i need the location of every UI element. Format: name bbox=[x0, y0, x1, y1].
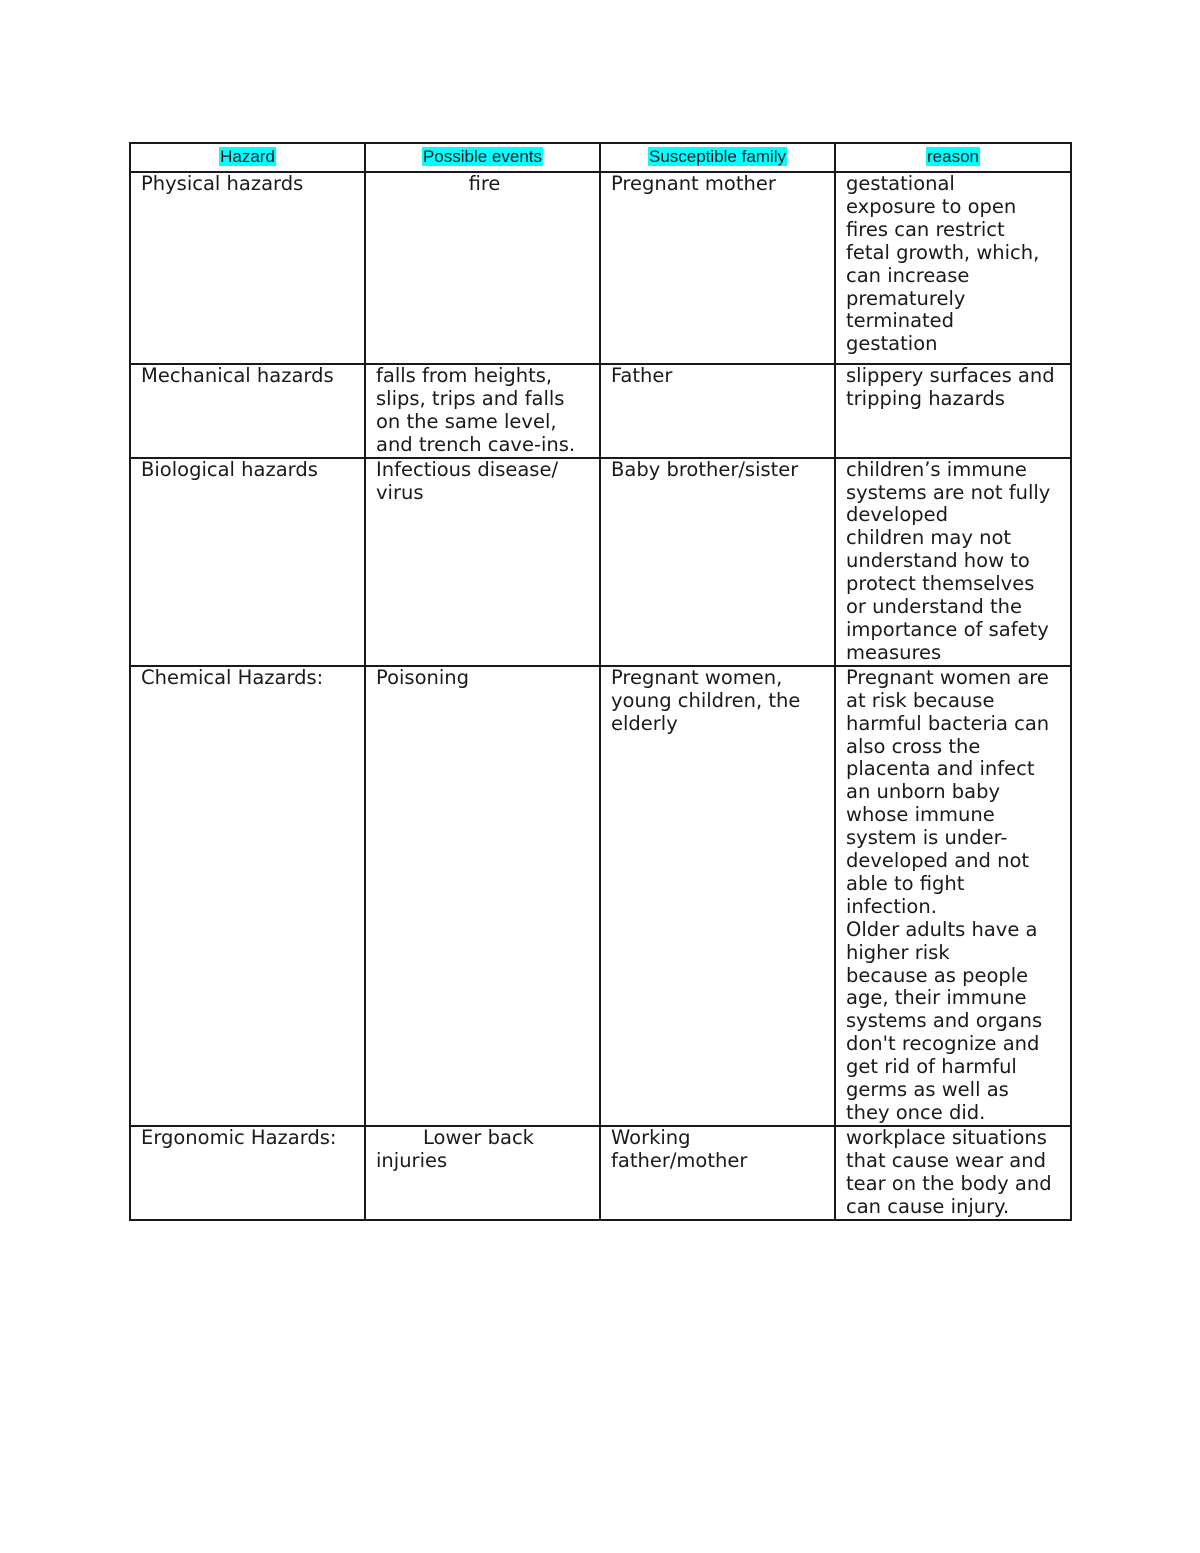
reason-cell bbox=[835, 172, 1071, 364]
reason-text: workplace situations that cause wear and tear on the body and can cause injury. bbox=[846, 1125, 1052, 1218]
hazards-table bbox=[129, 142, 1072, 1221]
reason-cell bbox=[835, 364, 1071, 458]
reason-text: Pregnant women are at risk because harmful bacteria can also cross the placenta and infect an unborn baby whose immune system is under- developed and not able to fight infection. Older adults have a higher risk because as people age, their immune systems and organs don't recognize and get rid of harmful germs as well as they once did. bbox=[846, 665, 1050, 1124]
hazard-text: Physical hazards bbox=[141, 172, 304, 195]
event-text: Lower back injuries bbox=[376, 1125, 534, 1172]
event-cell bbox=[365, 458, 600, 666]
family-text: Working father/mother bbox=[611, 1125, 748, 1172]
reason-text: gestational exposure to open fires can restrict fetal growth, which, can increase prematurely terminated gestation bbox=[846, 172, 1040, 356]
hazard-cell bbox=[130, 1126, 365, 1220]
header-susceptible-family-label: Susceptible family bbox=[648, 147, 786, 166]
family-cell bbox=[600, 1126, 835, 1220]
family-text: Father bbox=[611, 364, 673, 387]
hazard-cell bbox=[130, 172, 365, 364]
reason-cell bbox=[835, 1126, 1071, 1220]
header-reason-label: reason bbox=[927, 147, 979, 166]
reason-cell bbox=[835, 458, 1071, 666]
event-cell bbox=[365, 172, 600, 364]
header-reason bbox=[835, 143, 1071, 172]
header-susceptible-family bbox=[600, 143, 835, 172]
family-cell bbox=[600, 364, 835, 458]
table-row bbox=[130, 172, 1071, 364]
event-text: falls from heights, slips, trips and falls on the same level, and trench cave-ins. bbox=[376, 364, 576, 456]
hazard-cell bbox=[130, 666, 365, 1126]
hazard-text: Biological hazards bbox=[141, 457, 318, 481]
family-cell bbox=[600, 458, 835, 666]
header-hazard-label: Hazard bbox=[220, 147, 275, 166]
family-text: Pregnant mother bbox=[611, 172, 776, 195]
family-cell bbox=[600, 666, 835, 1126]
header-possible-events bbox=[365, 143, 600, 172]
hazard-cell bbox=[130, 458, 365, 666]
table-row bbox=[130, 666, 1071, 1126]
event-cell bbox=[365, 1126, 600, 1220]
hazard-text: Mechanical hazards bbox=[141, 364, 334, 387]
hazard-cell bbox=[130, 364, 365, 458]
event-text: Poisoning bbox=[376, 665, 470, 689]
hazard-text: Chemical Hazards: bbox=[141, 665, 324, 689]
header-possible-events-label: Possible events bbox=[422, 147, 543, 166]
header-hazard bbox=[130, 143, 365, 172]
family-text: Baby brother/sister bbox=[611, 457, 799, 481]
hazard-text: Ergonomic Hazards: bbox=[141, 1125, 337, 1149]
family-text: Pregnant women, young children, the elderly bbox=[611, 665, 801, 735]
reason-text: slippery surfaces and tripping hazards bbox=[846, 364, 1055, 410]
table-row bbox=[130, 1126, 1071, 1220]
event-cell bbox=[365, 364, 600, 458]
table-header-row bbox=[130, 143, 1071, 172]
table-row bbox=[130, 364, 1071, 458]
event-text: Infectious disease/ virus bbox=[376, 457, 559, 504]
reason-cell bbox=[835, 666, 1071, 1126]
family-cell bbox=[600, 172, 835, 364]
reason-text: children’s immune systems are not fully developed children may not understand how to protect themselves or understand the importance of safety measures bbox=[846, 457, 1051, 664]
event-text: fire bbox=[468, 172, 501, 195]
table-row bbox=[130, 458, 1071, 666]
event-cell bbox=[365, 666, 600, 1126]
